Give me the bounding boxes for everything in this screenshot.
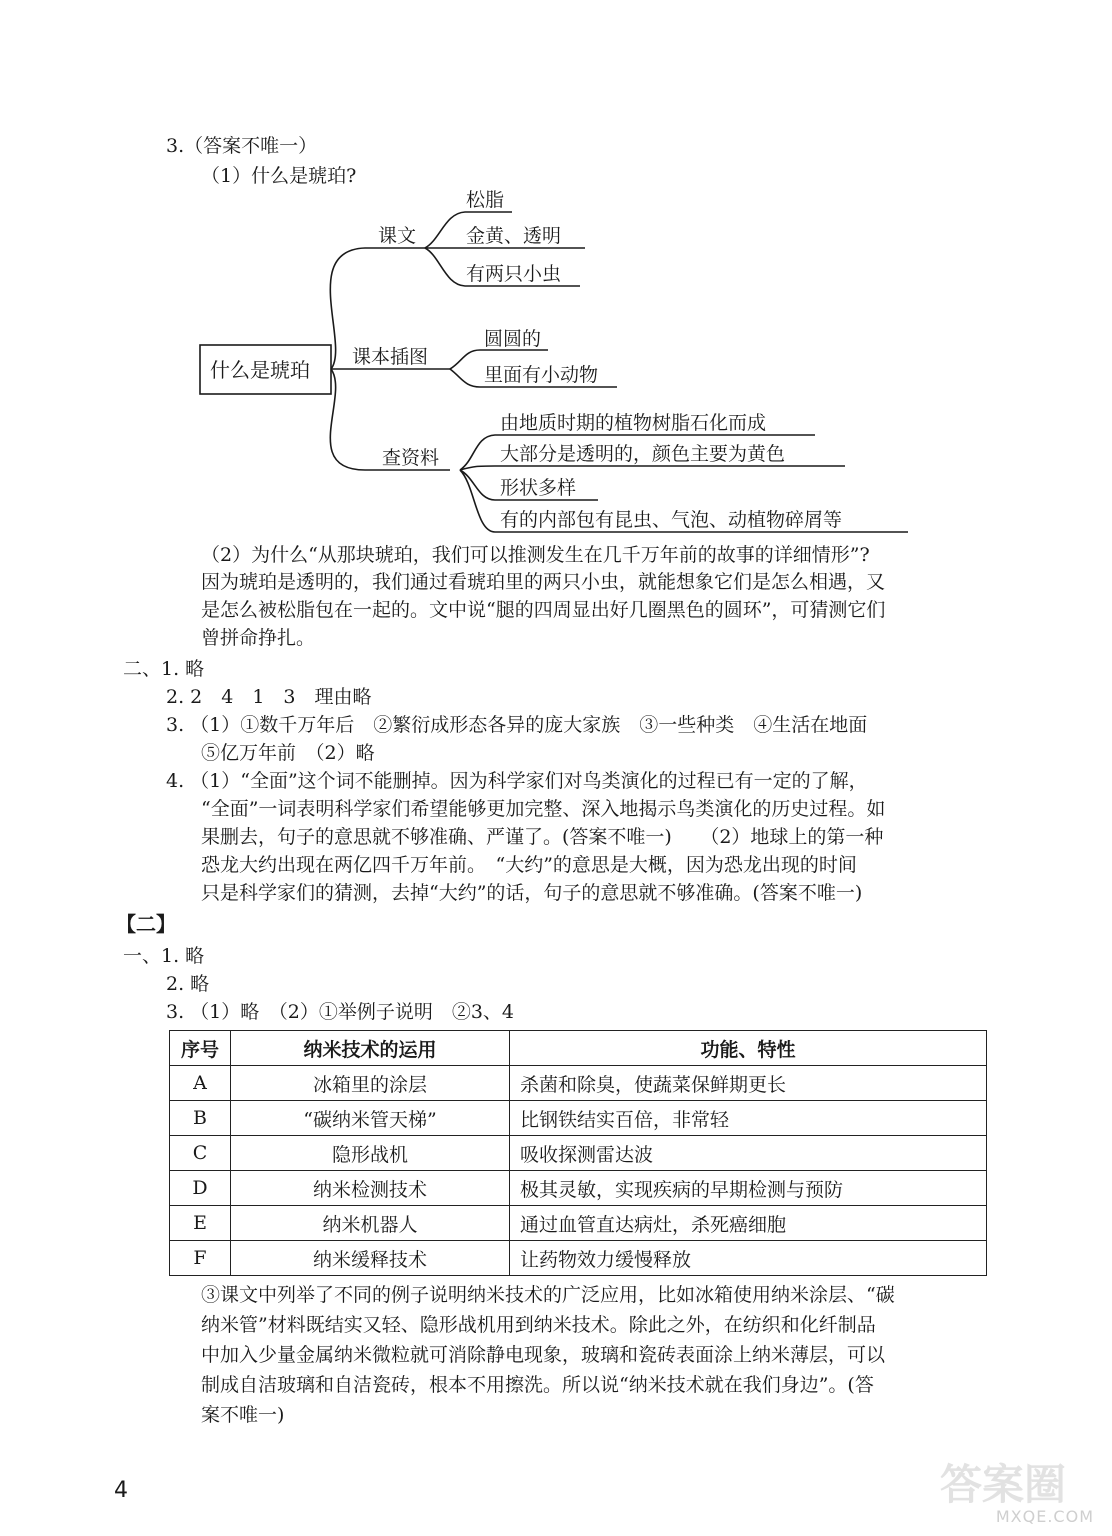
cell-index: C: [170, 1136, 231, 1171]
cell-application: 冰箱里的涂层: [231, 1066, 510, 1101]
branch-illustration: 课本插图: [352, 346, 429, 368]
answer-line: 恐龙大约出现在两亿四千万年前。 “大约”的意思是大概，因为恐龙出现的时间: [201, 854, 857, 876]
cell-function: 杀菌和除臭，使蔬菜保鲜期更长: [510, 1066, 987, 1101]
answer-line: ⑤亿万年前 （2）略: [201, 742, 375, 764]
cell-application: 纳米检测技术: [231, 1171, 510, 1206]
table-row: [170, 1066, 987, 1101]
table-row: [170, 1136, 987, 1171]
answer-line: 是怎么被松脂包在一起的。文中说“腿的四周显出好几圈黑色的圆环”，可猜测它们: [201, 599, 886, 621]
cell-function: 极其灵敏，实现疾病的早期检测与预防: [510, 1171, 987, 1206]
answer-line: 纳米管”材料既结实又轻、隐形战机用到纳米技术。除此之外，在纺织和化纤制品: [201, 1314, 876, 1336]
leaf-illustration-2: 里面有小动物: [484, 364, 599, 386]
cell-application: 纳米机器人: [231, 1206, 510, 1241]
cell-function: 通过血管直达病灶，杀死癌细胞: [510, 1206, 987, 1241]
question-3-sub1: （1）什么是琥珀?: [201, 165, 357, 187]
mind-map-center: 什么是琥珀: [210, 358, 310, 382]
cell-index: D: [170, 1171, 231, 1206]
cell-index: A: [170, 1066, 231, 1101]
cell-index: B: [170, 1101, 231, 1136]
leaf-textbook-2: 金黄、透明: [466, 225, 562, 247]
answer-line: 3. （1）①数千万年后 ②繁衍成形态各异的庞大家族 ③一些种类 ④生活在地面: [166, 714, 868, 736]
answer-line: 二、1. 略: [123, 658, 205, 680]
table-row: [170, 1171, 987, 1206]
leaf-textbook-1: 松脂: [466, 189, 505, 211]
leaf-research-2: 大部分是透明的，颜色主要为黄色: [500, 443, 786, 465]
cell-function: 比钢铁结实百倍，非常轻: [510, 1101, 987, 1136]
answer-line: “全面”一词表明科学家们希望能够更加完整、深入地揭示鸟类演化的历史过程。如: [201, 798, 886, 820]
branch-research: 查资料: [382, 447, 440, 469]
cell-application: 隐形战机: [231, 1136, 510, 1171]
leaf-illustration-1: 圆圆的: [484, 328, 542, 350]
leaf-research-1: 由地质时期的植物树脂石化而成: [500, 412, 767, 434]
answer-line: 曾拼命挣扎。: [201, 627, 316, 649]
cell-application: 纳米缓释技术: [231, 1241, 510, 1276]
watermark-big-text: 答案圈: [940, 1460, 1067, 1509]
watermark-logo: [940, 1452, 1100, 1530]
answer-line: （2）为什么“从那块琥珀，我们可以推测发生在几千万年前的故事的详细情形”?: [201, 544, 870, 566]
answer-line: 只是科学家们的猜测，去掉“大约”的话，句子的意思就不够准确。(答案不唯一): [201, 882, 863, 904]
answer-line: 中加入少量金属纳米微粒就可消除静电现象，玻璃和瓷砖表面涂上纳米薄层，可以: [201, 1344, 886, 1366]
cell-function: 吸收探测雷达波: [510, 1136, 987, 1171]
answer-line: 4. （1）“全面”这个词不能删掉。因为科学家们对鸟类演化的过程已有一定的了解，: [166, 770, 868, 792]
cell-application: “碳纳米管天梯”: [231, 1101, 510, 1136]
answer-line: 因为琥珀是透明的，我们通过看琥珀里的两只小虫，就能想象它们是怎么相遇，又: [201, 571, 886, 593]
table-row: [170, 1241, 987, 1276]
question-3-title: 3.（答案不唯一）: [166, 135, 318, 157]
leaf-research-4: 有的内部包有昆虫、气泡、动植物碎屑等: [500, 509, 843, 531]
cell-function: 让药物效力缓慢释放: [510, 1241, 987, 1276]
answer-line: ③课文中列举了不同的例子说明纳米技术的广泛应用，比如冰箱使用纳米涂层、“碳: [201, 1284, 895, 1306]
col-header-function: 功能、特性: [510, 1031, 987, 1066]
col-header-application: 纳米技术的运用: [231, 1031, 510, 1066]
answer-line: 2. 2 4 1 3 理由略: [166, 686, 372, 708]
answer-line: 3. （1）略 （2）①举例子说明 ②3、4: [166, 1001, 515, 1023]
answer-line: 案不唯一): [201, 1404, 285, 1426]
watermark-url: MXQE.COM: [995, 1507, 1094, 1526]
col-header-index: 序号: [170, 1031, 231, 1066]
answer-line: 制成自洁玻璃和自洁瓷砖，根本不用擦洗。所以说“纳米技术就在我们身边”。(答: [201, 1374, 874, 1396]
answer-line: 一、1. 略: [123, 945, 205, 967]
section-heading: 【二】: [116, 912, 176, 936]
cell-index: E: [170, 1206, 231, 1241]
page-number: 4: [114, 1478, 128, 1503]
leaf-research-3: 形状多样: [500, 477, 577, 499]
nano-tech-table: [169, 1030, 987, 1276]
leaf-textbook-3: 有两只小虫: [466, 263, 562, 285]
table-header-row: [170, 1031, 987, 1066]
answer-line: 2. 略: [166, 973, 210, 995]
cell-index: F: [170, 1241, 231, 1276]
table-row: [170, 1206, 987, 1241]
answer-line: 果删去，句子的意思就不够准确、严谨了。(答案不唯一) （2）地球上的第一种: [201, 826, 884, 848]
branch-textbook: 课文: [378, 225, 417, 247]
table-row: [170, 1101, 987, 1136]
